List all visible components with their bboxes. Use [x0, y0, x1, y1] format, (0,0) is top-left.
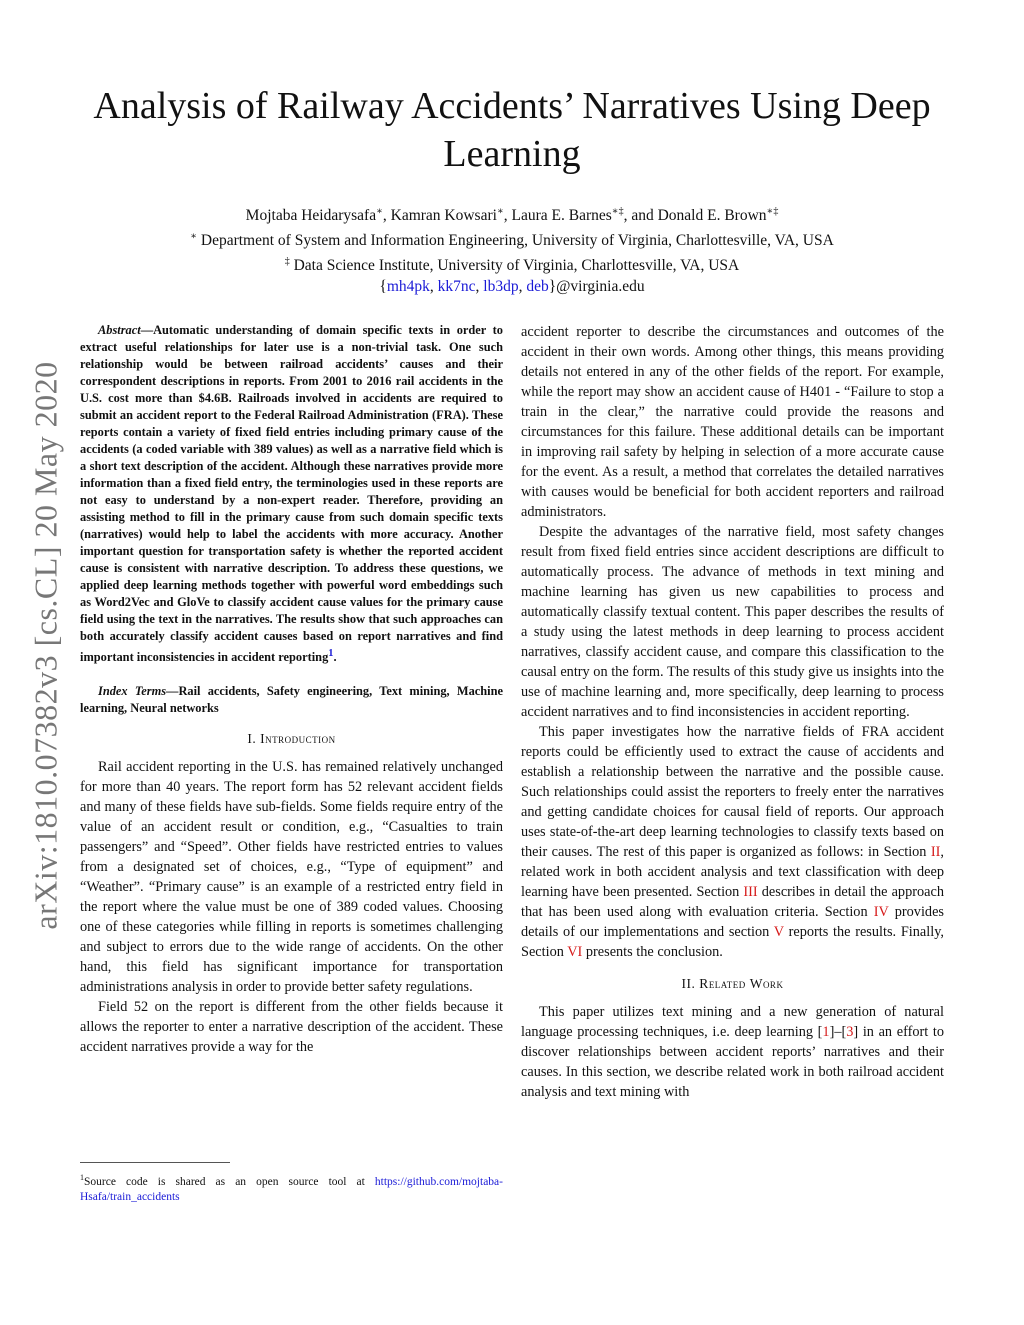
section-ref-V[interactable]: V	[773, 924, 784, 940]
arxiv-id-text: arXiv:1810.07382v3 [cs.CL] 20 May 2020	[27, 360, 64, 930]
email-line: {mh4pk, kk7nc, lb3dp, deb}@virginia.edu	[379, 278, 645, 296]
author-2: Kamran Kowsari	[390, 207, 497, 225]
footnote-divider	[80, 1162, 230, 1163]
email-link-mh4pk[interactable]: mh4pk	[386, 278, 430, 296]
citation-3[interactable]: 3	[846, 1024, 854, 1040]
intro-paragraph-5: This paper investigates how the narrative fields of FRA accident reports could be efficiently used to extract the cause of accidents and establish a relationship between the narrative and the possible cause. Such relationships could assist the reporters to freely enter the narratives and getting candidate choices for causal field of reports. Our approach uses state-of-the-art deep learning technologies to classify texts based on their causes. The rest of this paper is organized as follows: in Section II, related work in both accident analysis and text classification with deep learning have been presented. Section III describes in detail the approach that has been used along with evaluation criteria. Section IV provides details of our implementations and section V reports the results. Finally, Section VI presents the conclusion.	[521, 724, 944, 960]
section-ref-III[interactable]: III	[743, 884, 758, 900]
section-heading-related-work: II. Related Work	[681, 976, 784, 991]
right-column	[521, 322, 944, 1102]
related-work-paragraph-1: This paper utilizes text mining and a new generation of natural language processing techniques, i.e. deep learning [1]–[3] in an effort to discover relationships between accident reports’ narratives and their causes. In this section, we describe related work in both railroad accident analysis and text mining with	[521, 1004, 944, 1100]
section-ref-IV[interactable]: IV	[873, 904, 889, 920]
paper-title: Analysis of Railway Accidents’ Narratives Using Deep Learning	[93, 85, 931, 175]
footnote-ref-1[interactable]: 1	[328, 648, 334, 659]
email-link-lb3dp[interactable]: lb3dp	[483, 278, 519, 296]
citation-1[interactable]: 1	[822, 1024, 830, 1040]
affiliation-1: ∗ Department of System and Information Engineering, University of Virginia, Charlottesville, VA, USA	[190, 231, 834, 250]
author-names: Mojtaba Heidarysafa∗, Kamran Kowsari∗, Laura E. Barnes∗‡, and Donald E. Brown∗‡	[245, 206, 779, 225]
index-terms: Index Terms—Rail accidents, Safety engineering, Text mining, Machine learning, Neural networks	[80, 684, 503, 716]
section-ref-VI[interactable]: VI	[567, 944, 583, 960]
intro-paragraph-1: Rail accident reporting in the U.S. has remained relatively unchanged for more than 40 years. The report form has 52 relevant accident fields and many of these fields have sub-fields. Some fields require entry of the value of an accident result or condition, e.g., “Casualties to train passengers” and “Speed”. Other fields have restricted entries to values from a designated set of choices, e.g., “Type of equipment” and “Weather”. “Primary cause” is an example of a restricted entry field in the report where the value must be one of 389 coded values. Choosing one of these categories while filling in reports is sometimes challenging and subject to errors due to the wide range of accidents. On the other hand, this field has significant importance for transportation administrations analysis in order to provide better safety regulations.	[80, 759, 503, 996]
abstract: Abstract—Automatic understanding of domain specific texts in order to extract useful relationships for later use is a non-trivial task. One such relationship would be between railroad accidents’ causes and their correspondent descriptions in reports. From 2001 to 2016 rail accidents in the U.S. cost more than $4.6B. Railroads involved in accidents are required to submit an accident report to the Federal Railroad Administration (FRA). These reports contain a variety of fixed field entries including primary cause of the accidents (a coded variable with 389 values) as well as a narrative field which is a short text description of the accident. Although these narratives provide more information than a fixed field entry, the terminologies used in these reports are not easy to understand by a non-expert reader. Therefore, providing an assisting method to fill in the primary cause from such domain specific texts (narratives) would help to label the accidents with more accuracy. Another important question for transportation safety is whether the reported accident cause is consistent with narrative description. To address these questions, we applied deep learning methods together with powerful word embeddings such as Word2Vec and GloVe to classify accident cause values for the primary cause field using the text in the narratives. The results show that such approaches can both accurately classify accident causes based on report narratives and find important inconsistencies in accident reporting$^1$.	[80, 323, 503, 665]
section-ref-II[interactable]: II	[930, 844, 941, 860]
left-column	[80, 322, 503, 1057]
intro-paragraph-2: Field 52 on the report is different from the other fields because it allows the reporter to enter a narrative description of the accident. These accident narratives provide a way for the	[80, 999, 503, 1056]
author-block	[80, 201, 944, 297]
intro-paragraph-4: Despite the advantages of the narrative field, most safety changes result from fixed field entries since accident descriptions are difficult to automatically process. The advance of methods in text mining and machine learning has given us new capabilities to process and automatically classify textual content. This paper describes the results of a study using the latest methods in deep learning to process accident narratives, classify accident cause, and compare this classification to the causal entry on the form. The results of this study give us insights into the use of machine learning and, more specifically, deep learning to process accident narratives and to find inconsistencies in accident reporting.	[521, 524, 944, 720]
arxiv-identifier	[26, 345, 66, 945]
affiliation-2: ‡ Data Science Institute, University of Virginia, Charlottesville, VA, USA	[284, 256, 740, 275]
intro-paragraph-3: accident reporter to describe the circumstances and outcomes of the accident in their own words. Among other things, this means providing details not entered in any of the other fields of the report. For example, while the report may show an accident cause of H401 - “Failure to stop a train in the clear,” the narrative could provide the reasons and circumstances for this failure. These additional details can be important in improving rail safety by helping in selection of a more accurate cause for the event. As a result, a method that correlates the detailed narratives with causes would be beneficial for both accident reporters and railroad administrators.	[521, 324, 944, 520]
footnote-1: $^1$Source code is shared as an open source tool at https://github.com/mojtaba-Hsafa/train_accidents	[80, 1173, 503, 1203]
author-1: Mojtaba Heidarysafa	[245, 207, 377, 225]
author-4: Donald E. Brown	[657, 207, 767, 225]
github-link[interactable]: https://github.com/mojtaba-Hsafa/train_accidents	[80, 1175, 503, 1203]
email-link-kk7nc[interactable]: kk7nc	[437, 278, 476, 296]
section-heading-introduction: I. Introduction	[247, 731, 336, 747]
author-3: Laura E. Barnes	[511, 207, 612, 225]
email-link-deb[interactable]: deb	[526, 278, 549, 296]
